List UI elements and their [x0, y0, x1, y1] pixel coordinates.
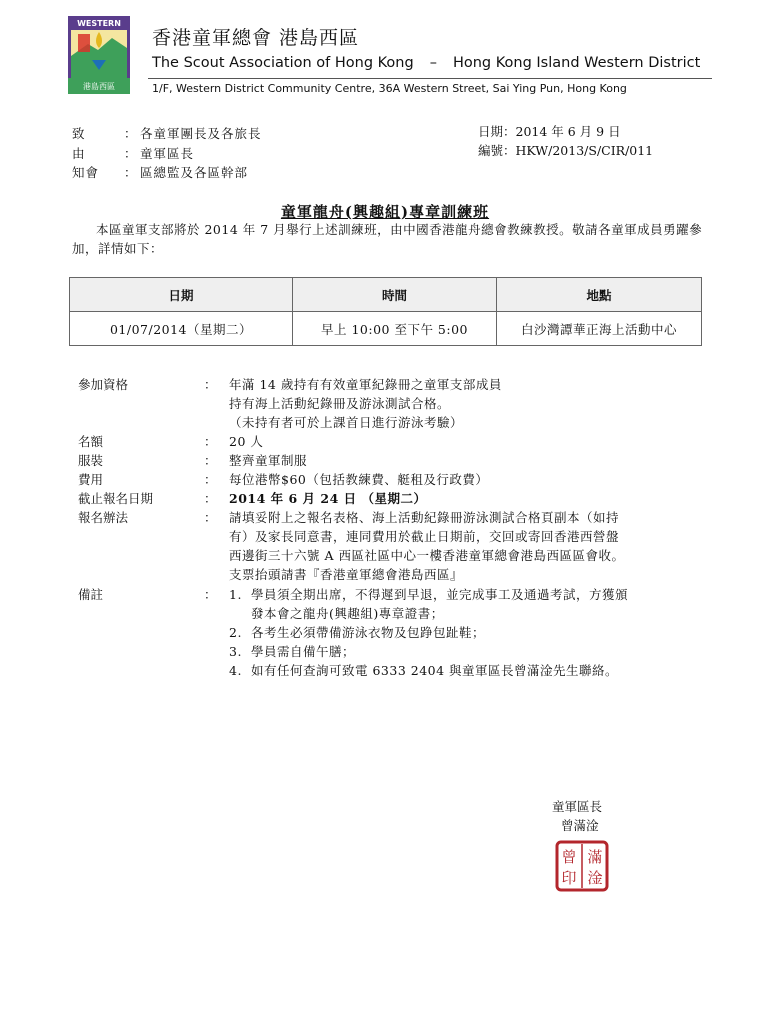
remark-text: 學員需自備午膳； [251, 644, 356, 659]
memo-cc-label: 知會 [72, 165, 100, 180]
attire-value: 整齊童軍制服 [229, 453, 308, 468]
method-line-1: 請填妥附上之報名表格、海上活動紀錄冊游泳測試合格頁副本（如持 [229, 510, 620, 525]
schedule-header-row [70, 278, 702, 312]
schedule-table [69, 277, 702, 346]
remark-number: 2. [229, 625, 242, 640]
logo-text-top: WESTERN [77, 19, 121, 28]
document-title: 童軍龍舟(興趣組)專章訓練班 [280, 203, 490, 221]
eligibility-label: 參加資格 [78, 377, 129, 392]
detail-colon: ： [204, 434, 217, 449]
memo-colon: ： [124, 146, 137, 161]
method-line-2: 有）及家長同意書，連同費用於截止日期前，交回或寄回香港西營盤 [229, 529, 620, 544]
method-line-4: 支票抬頭請書『香港童軍總會港島西區』 [229, 567, 464, 582]
memo-cc-row [72, 163, 248, 181]
fee-label: 費用 [78, 472, 104, 487]
header-divider [148, 78, 712, 79]
detail-colon: ： [204, 453, 217, 468]
remark-number: 1. [229, 587, 242, 602]
seal-stamp-icon [555, 840, 609, 892]
remark-item [229, 623, 485, 641]
eligibility-line-2: 持有海上活動紀錄冊及游泳測試合格。 [229, 396, 451, 411]
quota-label: 名額 [78, 434, 104, 449]
remark-text: 如有任何查詢可致電 6333 2404 與童軍區長曾滿淦先生聯絡。 [251, 663, 619, 678]
fee-value: 每位港幣$60（包括教練費、艇租及行政費） [229, 472, 489, 487]
seal-char: 印 [561, 869, 577, 887]
org-address: 1/F, Western District Community Centre, 36A Western Street, Sai Ying Pun, Hong Kong [152, 82, 627, 95]
remark-text: 學員須全期出席，不得遲到早退，並完成事工及通過考試，方獲頒 [251, 587, 629, 602]
schedule-header-date: 日期 [70, 278, 293, 312]
schedule-header-time: 時間 [293, 278, 497, 312]
org-name-english [152, 55, 700, 71]
seal-char: 滿 [587, 848, 603, 866]
detail-colon: ： [204, 472, 217, 487]
eligibility-line-1: 年滿 14 歲持有有效童軍紀錄冊之童軍支部成員 [229, 377, 502, 392]
remark-item [229, 661, 618, 679]
deadline-value: 2014 年 6 月 24 日 （星期二） [229, 491, 427, 506]
method-label: 報名辦法 [78, 510, 129, 525]
remark-text-continued: 發本會之龍舟(興趣組)專章證書； [251, 606, 444, 621]
memo-date: 日期：2014 年 6 月 9 日 [478, 124, 621, 139]
seal-char: 曾 [561, 848, 577, 866]
memo-colon: ： [124, 165, 137, 180]
intro-paragraph: 本區童軍支部將於 2014 年 7 月舉行上述訓練班，由中國香港龍舟總會教練教授。敬請各童軍成員勇躍參加，詳情如下： [72, 222, 703, 256]
remark-number: 3. [229, 644, 242, 659]
signatory-name: 曾滿淦 [561, 818, 599, 833]
memo-to-value: 各童軍團長及各旅長 [140, 126, 262, 141]
memo-from-value: 童軍區長 [140, 146, 195, 161]
detail-colon: ： [204, 377, 217, 392]
remarks-label: 備註 [78, 587, 104, 602]
quota-value: 20 人 [229, 434, 264, 449]
schedule-row [70, 312, 702, 346]
detail-colon: ： [204, 491, 217, 506]
detail-colon: ： [204, 587, 217, 602]
memo-cc-value: 區總監及各區幹部 [140, 165, 249, 180]
memo-reference: 編號：HKW/2013/S/CIR/011 [478, 143, 654, 158]
eligibility-line-3: （未持有者可於上課首日進行游泳考驗） [229, 415, 464, 430]
org-name-english-right: Hong Kong Island Western District [452, 55, 701, 71]
attire-label: 服裝 [78, 453, 104, 468]
schedule-venue: 白沙灣譚華正海上活動中心 [497, 312, 702, 346]
memo-from-label: 由 [72, 146, 93, 161]
memo-colon: ： [124, 126, 137, 141]
detail-colon: ： [204, 510, 217, 525]
memo-to-row [72, 124, 262, 142]
schedule-time: 早上 10:00 至下午 5:00 [293, 312, 497, 346]
org-name-chinese: 香港童軍總會 港島西區 [152, 27, 360, 49]
remark-item [229, 642, 355, 660]
signatory-title: 童軍區長 [552, 799, 603, 814]
seal-char: 淦 [587, 869, 603, 887]
org-name-english-left: The Scout Association of Hong Kong [152, 55, 414, 71]
logo-text-bottom: 港島西區 [83, 82, 115, 91]
schedule-date: 01/07/2014（星期二） [70, 312, 293, 346]
memo-to-label: 致 [72, 126, 93, 141]
remark-number: 4. [229, 663, 242, 678]
method-line-3: 西邊街三十六號 A 西區社區中心一樓香港童軍總會港島西區區會收。 [229, 548, 625, 563]
remark-text: 各考生必須帶備游泳衣物及包踭包趾鞋； [251, 625, 486, 640]
org-name-dash: – [429, 55, 437, 71]
deadline-label: 截止報名日期 [78, 491, 154, 506]
remark-item [229, 585, 628, 603]
scout-district-logo [68, 16, 130, 94]
memo-from-row [72, 144, 194, 162]
schedule-header-venue: 地點 [497, 278, 702, 312]
